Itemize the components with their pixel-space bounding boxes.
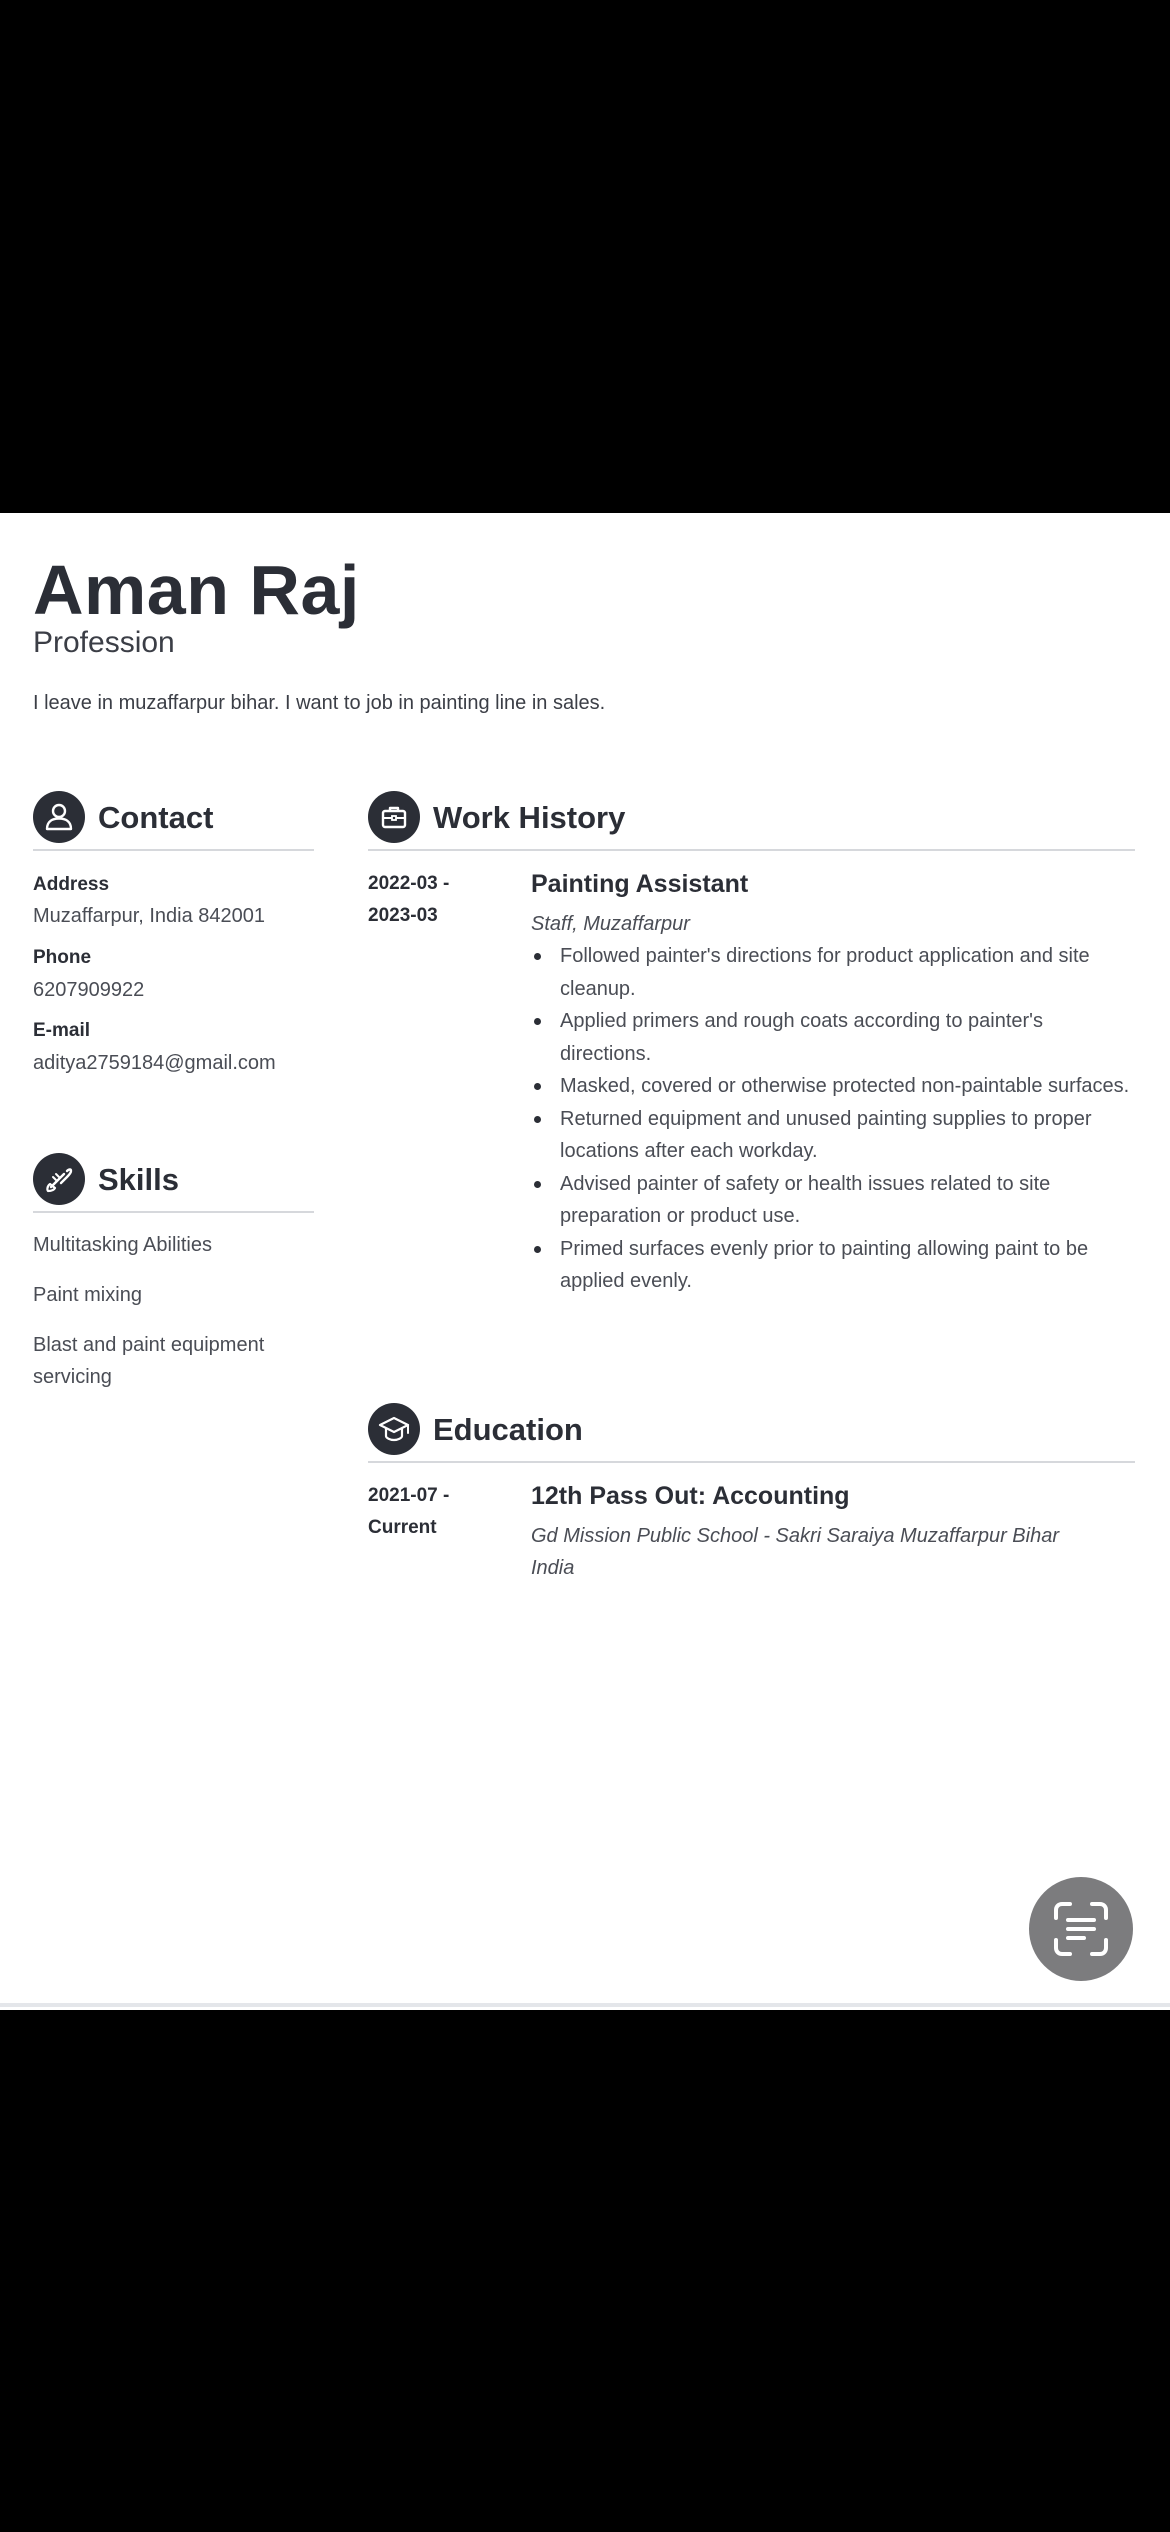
skill-item: Paint mixing <box>33 1284 142 1306</box>
job-duties-list <box>531 940 1131 1298</box>
job-duty-item: Applied primers and rough coats according to painter's directions. <box>531 1005 1131 1070</box>
contact-section-header <box>33 791 314 851</box>
resume-name: Aman Raj <box>33 551 360 629</box>
education-title: 12th Pass Out: Accounting <box>531 1482 850 1510</box>
work-history-section-header <box>368 791 1135 851</box>
phone-label: Phone <box>33 947 92 968</box>
education-date-end: Current <box>368 1517 437 1538</box>
phone-value: 6207909922 <box>33 979 145 1001</box>
email-label: E-mail <box>33 1020 91 1041</box>
text-scan-icon <box>1050 1898 1112 1960</box>
job-employer: Staff, Muzaffarpur <box>531 913 690 935</box>
job-duty-item: Primed surfaces evenly prior to painting allowing paint to be applied evenly. <box>531 1233 1131 1298</box>
address-label: Address <box>33 874 110 895</box>
job-duty-item: Advised painter of safety or health issues related to site preparation or product use. <box>531 1168 1131 1233</box>
person-icon <box>33 791 85 843</box>
paint-brush-icon <box>33 1153 85 1205</box>
job-duty-item: Returned equipment and unused painting supplies to proper locations after each workday. <box>531 1103 1131 1168</box>
job-date-end: 2023-03 <box>368 905 438 926</box>
resume-profession: Profession <box>33 626 175 659</box>
resume-page <box>0 513 1170 2010</box>
page-bottom-divider <box>0 2003 1170 2007</box>
email-value: aditya2759184@gmail.com <box>33 1052 276 1074</box>
skills-section-header <box>33 1153 314 1213</box>
job-duty-item: Masked, covered or otherwise protected non-paintable surfaces. <box>531 1070 1131 1103</box>
skill-item: Multitasking Abilities <box>33 1234 212 1256</box>
education-date-start: 2021-07 - <box>368 1485 450 1506</box>
job-title: Painting Assistant <box>531 870 749 898</box>
education-section-header <box>368 1403 1135 1463</box>
contact-heading: Contact <box>98 800 214 835</box>
work-history-heading: Work History <box>433 800 626 835</box>
resume-summary: I leave in muzaffarpur bihar. I want to job in painting line in sales. <box>33 692 606 714</box>
graduation-cap-icon <box>368 1403 420 1455</box>
education-heading: Education <box>433 1412 583 1447</box>
skill-item-continued: servicing <box>33 1366 112 1388</box>
skill-item: Blast and paint equipment <box>33 1334 265 1356</box>
skills-heading: Skills <box>98 1162 179 1197</box>
education-school: Gd Mission Public School - Sakri Saraiya Muzaffarpur Bihar <box>531 1525 1059 1547</box>
job-date-start: 2022-03 - <box>368 873 450 894</box>
briefcase-icon <box>368 791 420 843</box>
address-value: Muzaffarpur, India 842001 <box>33 905 266 927</box>
text-scan-button[interactable] <box>1029 1877 1133 1981</box>
education-school-continued: India <box>531 1557 575 1579</box>
job-duty-item: Followed painter's directions for product application and site cleanup. <box>531 940 1131 1005</box>
